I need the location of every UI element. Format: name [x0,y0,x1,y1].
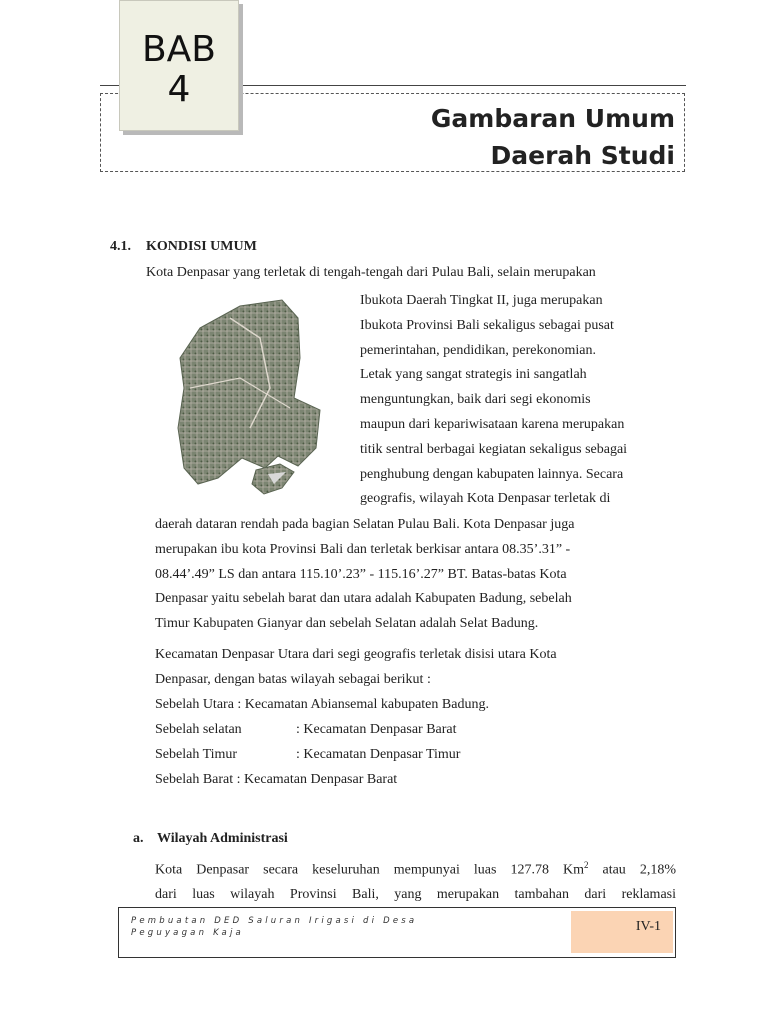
paragraph1-wrap-line: geografis, wilayah Kota Denpasar terletak di [360,491,611,507]
paragraph1-wrap-line: Letak yang sangat strategis ini sangatlah [360,367,587,383]
subsection-marker: a. [133,831,144,846]
boundary-east-value: : Kecamatan Denpasar Timur [296,747,461,762]
chapter-title-line2: Daerah Studi [490,141,675,170]
paragraph1-full [155,513,676,637]
chapter-badge [119,0,239,131]
paragraph3-text: Kota Denpasar secara keseluruhan mempunyai luas 127.78 Km [155,862,584,878]
paragraph1-line: daerah dataran rendah pada bagian Selatan Pulau Bali. Kota Denpasar juga [155,517,575,532]
paragraph2-line: Kecamatan Denpasar Utara dari segi geografis terletak disisi utara Kota [155,647,557,662]
superscript: 2 [583,860,589,870]
section-heading [110,239,257,255]
chapter-label: BAB [141,28,217,70]
paragraph1-line: Timur Kabupaten Gianyar dan sebelah Selatan adalah Selat Badung. [155,616,539,632]
paragraph1-wrap-line: titik sentral berbagai kegiatan sekaligus sebagai [360,441,628,457]
subsection-title: Wilayah Administrasi [157,831,288,846]
paragraph3-line2: dari luas wilayah Provinsi Bali, yang merupakan tambahan dari reklamasi [155,887,676,903]
footer-line2: Peguyagan Kaja [131,928,244,938]
footer-project-title [131,915,417,939]
paragraph1-wrap-line: Ibukota Daerah Tingkat II, juga merupakan [360,293,603,308]
paragraph1-wrap-line: menguntungkan, baik dari segi ekonomis [360,392,591,408]
denpasar-map-image [170,298,330,518]
boundary-label: Sebelah Barat [155,772,234,787]
page-number: IV-1 [635,919,661,934]
section-title: KONDISI UMUM [146,239,257,254]
paragraph1-line1: Kota Denpasar yang terletak di tengah-tengah dari Pulau Bali, selain merupakan [146,265,596,280]
boundary-east-label: Sebelah Timur [155,747,238,762]
paragraph1-wrap-line: penghubung dengan kabupaten lainnya. Secara [360,466,624,482]
footer-line1: Pembuatan DED Saluran Irigasi di Desa [131,916,418,926]
boundary-north [155,697,489,713]
paragraph2-line: Denpasar, dengan batas wilayah sebagai berikut : [155,671,431,687]
chapter-title-line1: Gambaran Umum [430,104,675,133]
paragraph1-wrap-line: Ibukota Provinsi Bali sekaligus sebagai pusat [360,317,614,333]
paragraph1-line: 08.44’.49” LS dan antara 115.10’.23” - 115.16’.27” BT. Batas-batas Kota [155,566,567,582]
paragraph3-line1 [155,853,676,883]
chapter-title [431,100,675,174]
section-number: 4.1. [110,239,131,254]
paragraph1-wrapped [360,289,676,512]
page-footer [118,907,676,958]
paragraph3-text: atau 2,18% [588,862,676,878]
paragraph1-wrap-line: pemerintahan, pendidikan, perekonomian. [360,342,596,358]
boundary-south-value: : Kecamatan Denpasar Barat [296,722,457,737]
boundary-value: : Kecamatan Abiansemal kabupaten Badung. [237,697,489,712]
chapter-number: 4 [167,68,191,110]
paragraph3 [155,853,676,908]
boundary-south-label: Sebelah selatan [155,722,242,737]
boundary-label: Sebelah Utara [155,697,234,712]
boundary-value: : Kecamatan Denpasar Barat [236,772,398,787]
paragraph1-line: merupakan ibu kota Provinsi Bali dan terletak berkisar antara 08.35’.31” - [155,541,571,557]
paragraph1-wrap-line: maupun dari kepariwisataan karena merupakan [360,416,625,432]
paragraph1-line: Denpasar yaitu sebelah barat dan utara adalah Kabupaten Badung, sebelah [155,591,572,607]
paragraph2 [155,643,676,693]
boundary-west [155,772,397,788]
subsection-heading [133,831,288,847]
footer-page-box [571,911,673,953]
